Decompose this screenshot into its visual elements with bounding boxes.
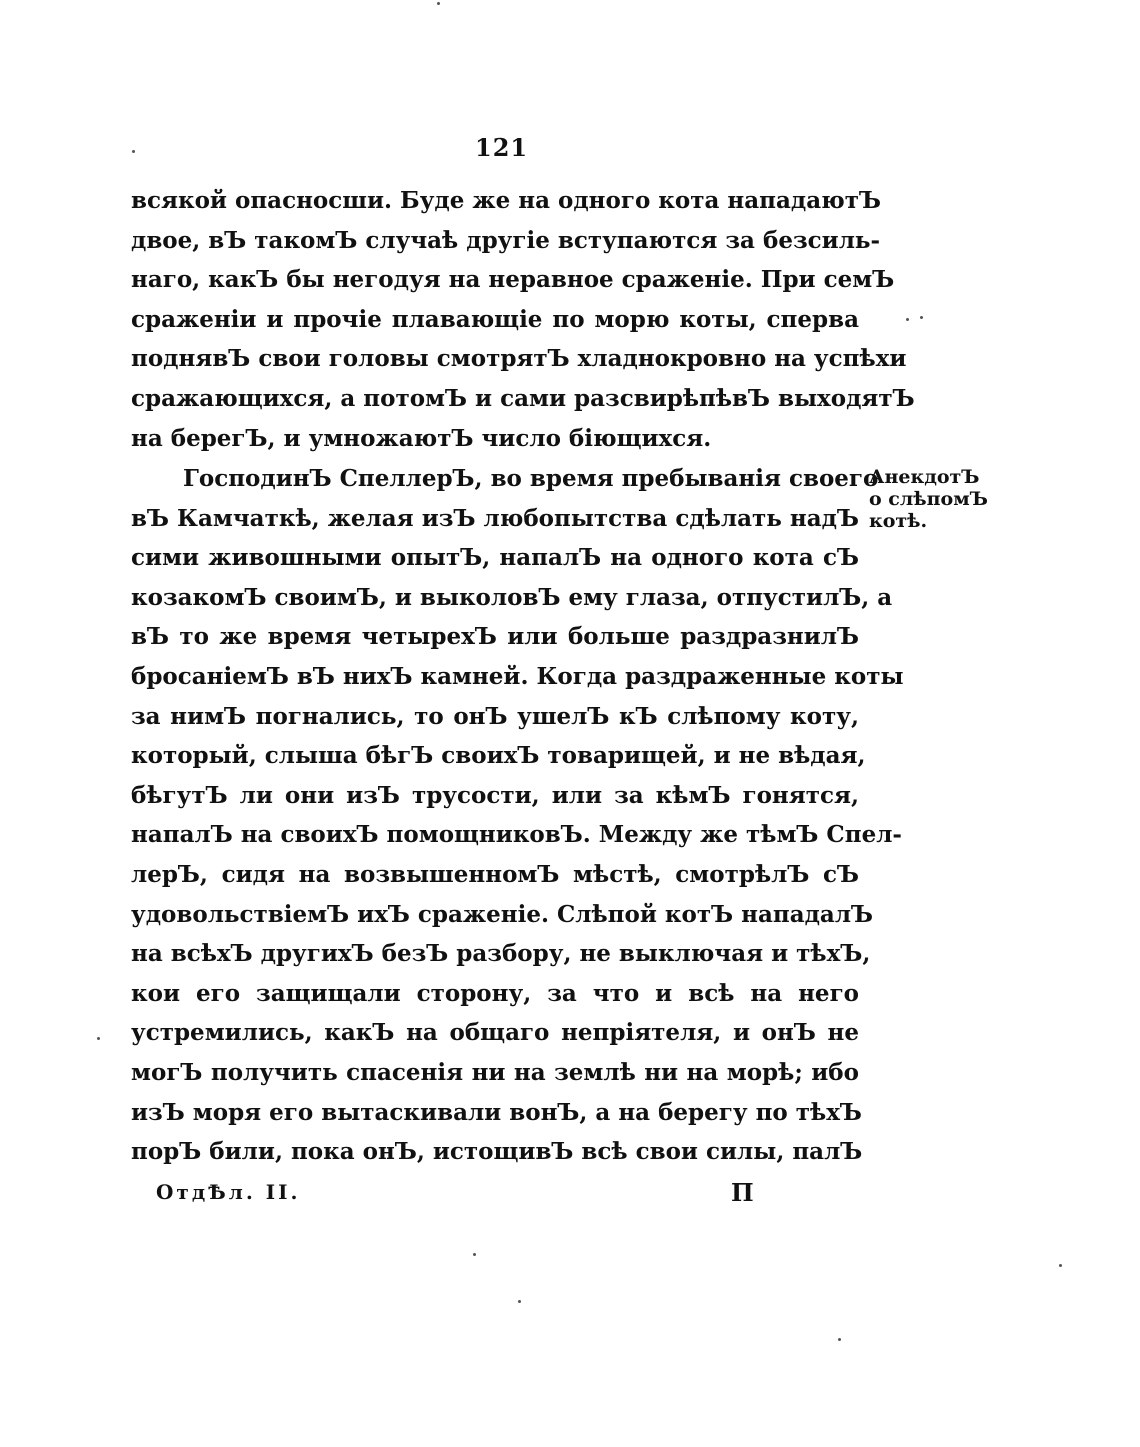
text-line: ГосподинЪ СпеллерЪ, во время пребыванія своего: [183, 465, 879, 492]
print-speck: [132, 150, 135, 153]
text-line: наго, какЪ бы негодуя на неравное сраженіе. При семЪ: [131, 266, 895, 294]
margin-note: [869, 466, 999, 532]
print-speck: [437, 2, 440, 5]
text-line: лерЪ, сидя на возвышенномЪ мѣстѣ, смотрѣлЪ сЪ: [131, 860, 859, 888]
print-speck: [838, 1338, 841, 1341]
text-line: который, слыша бѣгЪ своихЪ товарищей, и не вѣдая,: [131, 742, 866, 770]
text-line: удовольствіемЪ ихЪ сраженіе. Слѣпой котЪ нападалЪ: [131, 900, 874, 928]
margin-note-line: котѣ.: [869, 510, 928, 532]
text-line: могЪ получить спасенія ни на землѣ ни на морѣ; ибо: [131, 1058, 859, 1086]
print-speck: [1059, 1264, 1062, 1267]
text-line: изЪ моря его вытаскивали вонЪ, а на берегу по тѣхЪ: [131, 1098, 862, 1126]
print-speck: [518, 1300, 521, 1303]
margin-note-line: АнекдотЪ: [869, 466, 980, 488]
text-line: сими живошными опытЪ, напалЪ на одного кота сЪ: [131, 544, 859, 572]
text-line: на всѣхЪ другихЪ безЪ разбору, не выключая и тѣхЪ,: [131, 940, 871, 968]
text-line: поднявЪ свои головы смотрятЪ хладнокровно на успѣхи: [131, 345, 907, 373]
print-speck: [97, 1037, 100, 1040]
print-speck: [920, 316, 923, 319]
footer-signature-mark: П: [731, 1178, 754, 1207]
text-line: кои его защищали сторону, за что и всѣ на него: [131, 979, 859, 1007]
text-line: бросаніемЪ вЪ нихЪ камней. Когда раздраженные коты: [131, 662, 904, 690]
print-speck: [473, 1253, 476, 1256]
margin-note-line: о слѣпомЪ: [869, 488, 988, 510]
footer-section-label: ОтдѢл. II.: [156, 1180, 301, 1204]
text-line: порЪ били, пока онЪ, истощивЪ всѣ свои силы, палЪ: [131, 1138, 863, 1166]
page-number: 121: [475, 133, 529, 162]
text-line: всякой опасносши. Буде же на одного кота нападаютЪ: [131, 187, 881, 214]
text-line: козакомЪ своимЪ, и выколовЪ ему глаза, отпустилЪ, а: [131, 583, 893, 611]
text-line: бѣгутЪ ли они изЪ трусости, или за кѣмЪ гонятся,: [131, 781, 859, 809]
paragraph-1: [131, 181, 915, 458]
text-line: двое, вЪ такомЪ случаѣ другіе вступаются за безсиль-: [131, 226, 881, 254]
print-speck: [906, 318, 909, 321]
text-line: вЪ то же время четырехЪ или больше раздразнилЪ: [131, 623, 859, 651]
text-line: напалЪ на своихЪ помощниковЪ. Между же тѣмЪ Спел-: [131, 821, 902, 849]
text-line: вЪ Камчаткѣ, желая изЪ любопытства сдѣлать надЪ: [131, 504, 859, 532]
text-line: устремились, какЪ на общаго непріятеля, и онЪ не: [131, 1019, 859, 1047]
text-line: сраженіи и прочіе плавающіе по морю коты, сперва: [131, 305, 859, 333]
text-line: за нимЪ погнались, то онЪ ушелЪ кЪ слѣпому коту,: [131, 702, 859, 730]
text-line: сражающихся, а потомЪ и сами разсвирѣпѣвЪ выходятЪ: [131, 384, 915, 412]
text-line: на берегЪ, и умножаютЪ число біющихся.: [131, 424, 712, 452]
